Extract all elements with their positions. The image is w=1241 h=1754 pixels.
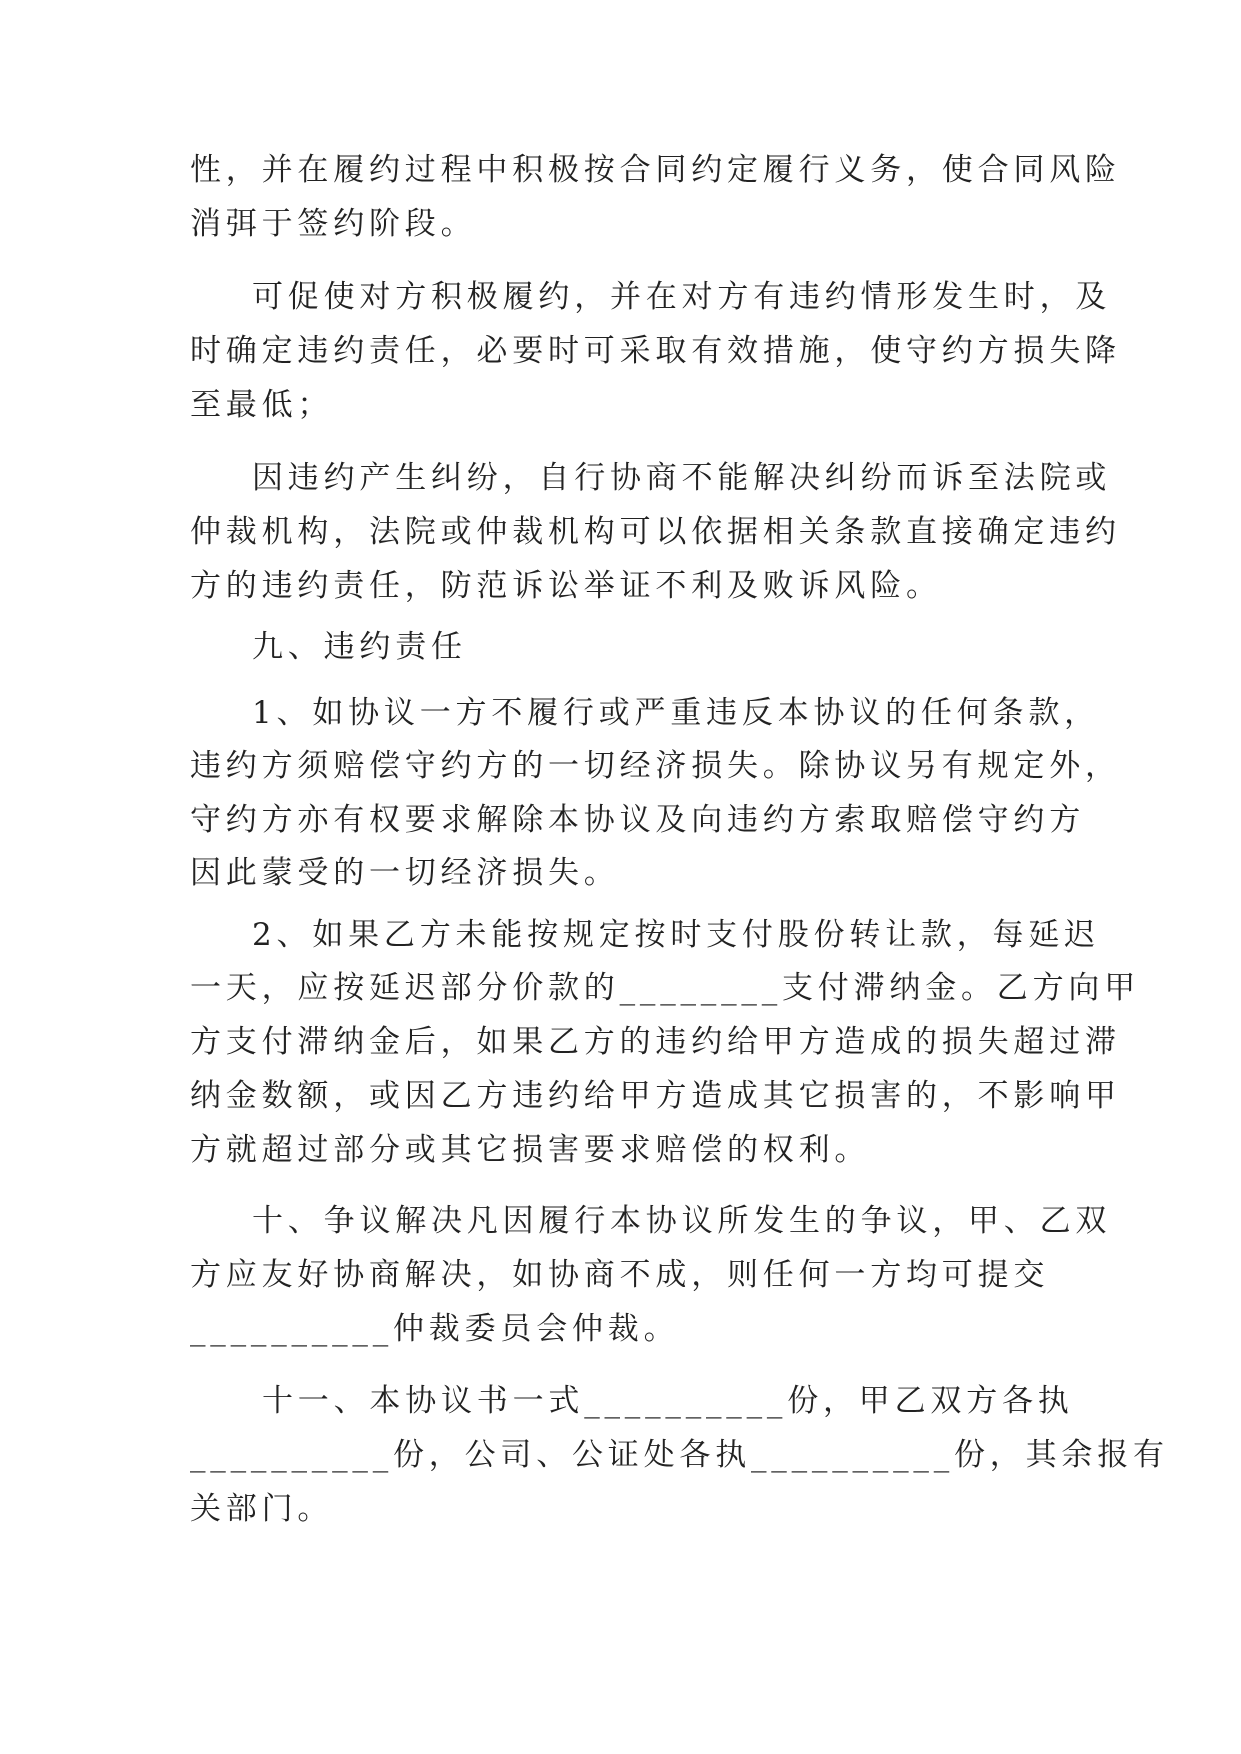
- body-line: __________份，公司、公证处各执__________份，其余报有: [190, 1437, 1169, 1473]
- body-line: 违约方须赔偿守约方的一切经济损失。除协议另有规定外，: [190, 748, 1121, 784]
- body-line: 至最低；: [190, 387, 334, 423]
- section-heading: 九、违约责任: [252, 629, 467, 665]
- body-line: 纳金数额，或因乙方违约给甲方造成其它损害的，不影响甲: [190, 1078, 1121, 1114]
- body-line: 可促使对方积极履约，并在对方有违约情形发生时，及: [252, 279, 1112, 315]
- body-line: 因此蒙受的一切经济损失。: [190, 855, 620, 891]
- body-line: 时确定违约责任，必要时可采取有效措施，使守约方损失降: [190, 333, 1121, 369]
- body-line: __________仲裁委员会仲裁。: [190, 1311, 680, 1347]
- body-line: 守约方亦有权要求解除本协议及向违约方索取赔偿守约方: [190, 802, 1085, 838]
- body-line: 一天，应按延迟部分价款的________支付滞纳金。乙方向甲: [190, 970, 1140, 1006]
- body-line: 性，并在履约过程中积极按合同约定履行义务，使合同风险: [190, 152, 1121, 188]
- body-line: 仲裁机构，法院或仲裁机构可以依据相关条款直接确定违约: [190, 514, 1121, 550]
- body-line: 方的违约责任，防范诉讼举证不利及败诉风险。: [190, 568, 942, 604]
- body-line: 十一、本协议书一式__________份，甲乙双方各执: [262, 1383, 1074, 1419]
- body-line: 消弭于签约阶段。: [190, 206, 477, 242]
- body-line: 方支付滞纳金后，如果乙方的违约给甲方造成的损失超过滞: [190, 1024, 1121, 1060]
- body-line: 方应友好协商解决，如协商不成，则任何一方均可提交: [190, 1257, 1050, 1293]
- body-line: 关部门。: [190, 1491, 334, 1527]
- body-line: 十、争议解决凡因履行本协议所发生的争议，甲、乙双: [252, 1203, 1112, 1239]
- body-line: 因违约产生纠纷，自行协商不能解决纠纷而诉至法院或: [252, 460, 1112, 496]
- body-line: 方就超过部分或其它损害要求赔偿的权利。: [190, 1132, 871, 1168]
- body-line: 2、如果乙方未能按规定按时支付股份转让款，每延迟: [252, 917, 1100, 953]
- body-line: 1、如协议一方不履行或严重违反本协议的任何条款，: [252, 695, 1100, 731]
